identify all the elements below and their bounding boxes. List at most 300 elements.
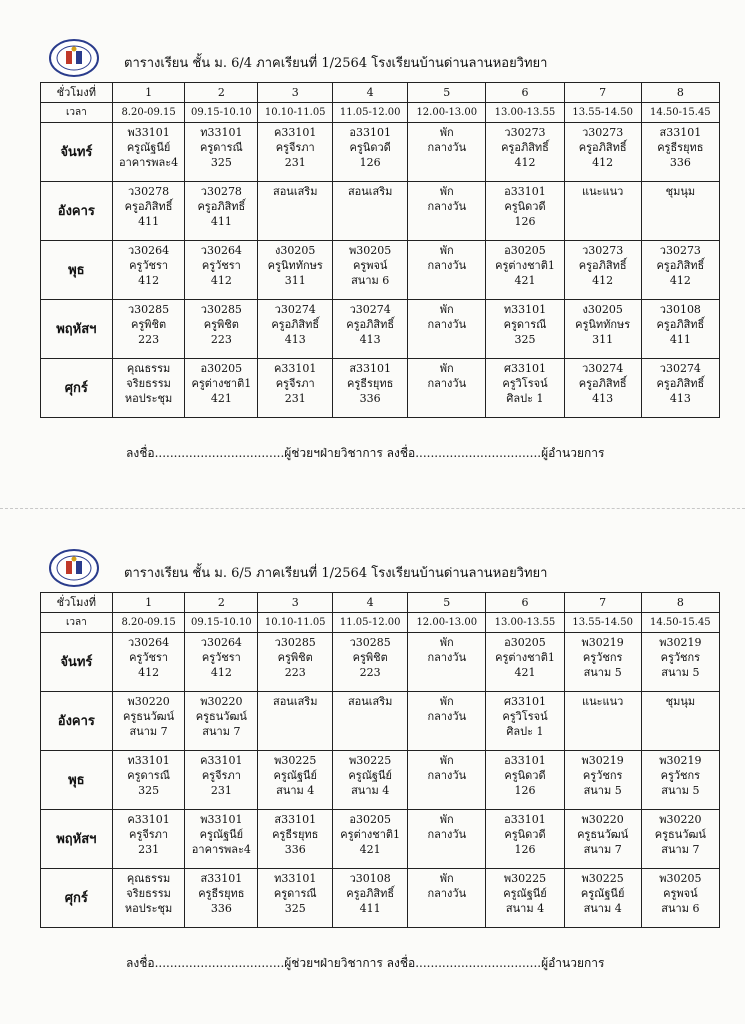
class-cell-line: พ30219 — [581, 636, 624, 649]
class-cell — [258, 241, 333, 300]
day-row — [41, 692, 720, 751]
class-cell-line: ว30108 — [659, 303, 701, 316]
time-slot: 8.20-09.15 — [112, 103, 185, 123]
class-cell-line: สนาม 6 — [661, 902, 700, 915]
class-cell-line: ครูต่างชาติ1 — [191, 377, 252, 390]
class-cell — [112, 300, 185, 359]
class-cell-line: สนาม 4 — [583, 902, 622, 915]
class-cell-line: 325 — [210, 156, 232, 169]
time-label: เวลา — [41, 613, 113, 633]
class-cell — [641, 633, 719, 692]
day-name: อังคาร — [41, 182, 113, 241]
class-cell — [112, 241, 185, 300]
class-cell — [333, 182, 408, 241]
period-number: 2 — [185, 593, 258, 613]
class-cell-line: พัก — [439, 695, 454, 708]
class-cell-line: คุณธรรม — [126, 362, 171, 375]
class-cell-line: 421 — [359, 843, 381, 856]
class-cell-line: ครูธนวัฒน์ — [195, 710, 247, 723]
class-cell-line: ครูวัชกร — [582, 651, 623, 664]
class-cell-line: สนาม 7 — [129, 725, 168, 738]
period-label: ชั่วโมงที่ — [41, 593, 113, 613]
signature-line: ลงชื่อ..................................ผู้ช่วยฯฝ่ายวิชาการ ลงชื่อ.................................ผู้อำนวยการ — [126, 956, 605, 970]
class-cell-line: ครูอภิสิทธิ์ — [578, 259, 627, 272]
class-cell-line: ครูวัชรา — [201, 259, 241, 272]
class-cell — [258, 359, 333, 418]
period-number: 7 — [564, 83, 641, 103]
class-cell-line: ครูจีรภา — [129, 828, 169, 841]
class-cell — [258, 692, 333, 751]
class-cell-line: อ33101 — [349, 126, 391, 139]
class-cell-line: พัก — [439, 362, 454, 375]
day-name: ศุกร์ — [41, 869, 113, 928]
class-cell-line: 412 — [210, 274, 232, 287]
class-cell-line: 421 — [514, 666, 536, 679]
class-cell-line: ครูนิดวดี — [504, 828, 546, 841]
class-cell — [333, 751, 408, 810]
period-number: 4 — [333, 593, 408, 613]
time-label: เวลา — [41, 103, 113, 123]
class-cell-line: ว30264 — [127, 244, 170, 257]
class-cell-line: ว30285 — [274, 636, 316, 649]
class-cell-line: ว30274 — [349, 303, 391, 316]
class-cell-line: สนาม 5 — [661, 666, 700, 679]
day-row — [41, 633, 720, 692]
class-cell-line: ว30273 — [582, 126, 624, 139]
class-cell-line: ว30285 — [349, 636, 391, 649]
school-logo-icon — [48, 548, 100, 588]
class-cell-line: ครูอภิสิทธิ์ — [346, 887, 395, 900]
class-cell — [112, 359, 185, 418]
time-slot: 09.15-10.10 — [185, 103, 258, 123]
class-cell — [185, 182, 258, 241]
time-slot: 12.00-13.00 — [408, 613, 486, 633]
class-cell-line: ครูพจน์ — [663, 887, 698, 900]
class-cell-line: หอประชุม — [124, 392, 173, 405]
class-cell — [564, 300, 641, 359]
class-cell-line: ท33101 — [274, 872, 317, 885]
class-cell-line: ค33101 — [200, 754, 243, 767]
class-cell-line: ค33101 — [274, 126, 317, 139]
day-name: อังคาร — [41, 692, 113, 751]
class-cell-line: พ30220 — [127, 695, 170, 708]
day-name: ศุกร์ — [41, 359, 113, 418]
class-cell-line: 336 — [210, 902, 232, 915]
class-cell-line: ครูณัฐนีย์ — [348, 769, 392, 782]
class-cell-line: ท33101 — [127, 754, 170, 767]
class-cell-line: กลางวัน — [427, 259, 467, 272]
class-cell-line: 411 — [359, 902, 381, 915]
class-cell — [641, 123, 719, 182]
class-cell — [564, 241, 641, 300]
class-cell-line: ครูต่างชาติ1 — [495, 651, 555, 664]
class-cell-line: ครูณัฐนีย์ — [503, 887, 547, 900]
class-cell — [333, 692, 408, 751]
time-row — [41, 103, 720, 123]
class-cell-line: 223 — [284, 666, 306, 679]
class-cell-line: ครูพิชิต — [352, 651, 388, 664]
class-cell-line: ครูวัชรา — [129, 651, 169, 664]
class-cell-line: ว30264 — [200, 244, 242, 257]
class-cell-line: ครูต่างชาติ1 — [495, 259, 555, 272]
class-cell — [112, 123, 185, 182]
class-cell-line: พ30219 — [581, 754, 624, 767]
class-cell-line: ครูธนวัฒน์ — [123, 710, 175, 723]
class-cell-line: อ30205 — [200, 362, 243, 375]
class-cell — [408, 182, 486, 241]
class-cell — [258, 123, 333, 182]
class-cell-line: 412 — [138, 274, 160, 287]
class-cell — [564, 869, 641, 928]
class-cell — [112, 633, 185, 692]
day-name: พฤหัสฯ — [41, 300, 113, 359]
class-cell-line: 325 — [514, 333, 536, 346]
class-cell-line: ครูวัชกร — [660, 651, 701, 664]
class-cell-line: ครูดารณี — [273, 887, 317, 900]
period-number: 2 — [185, 83, 258, 103]
day-row — [41, 869, 720, 928]
class-cell-line: ว30273 — [504, 126, 546, 139]
class-cell-line: อ33101 — [504, 185, 546, 198]
class-cell-line: สนาม 4 — [276, 784, 315, 797]
class-cell — [185, 359, 258, 418]
class-cell — [333, 810, 408, 869]
class-cell-line: ครูวิโรจน์ — [502, 710, 548, 723]
class-cell-line: ท33101 — [503, 303, 547, 316]
class-cell-line: 126 — [514, 843, 536, 856]
class-cell-line: ว30274 — [274, 303, 316, 316]
class-cell — [185, 751, 258, 810]
class-cell — [258, 300, 333, 359]
day-row — [41, 359, 720, 418]
time-slot: 13.00-13.55 — [486, 103, 564, 123]
class-cell — [564, 182, 641, 241]
class-cell — [564, 810, 641, 869]
day-row — [41, 241, 720, 300]
period-number: 8 — [641, 83, 719, 103]
class-cell-line: ครูณัฐนีย์ — [199, 828, 244, 841]
class-cell-line: กลางวัน — [427, 318, 467, 331]
class-cell-line: พัก — [439, 813, 454, 826]
class-cell-line: 231 — [284, 156, 306, 169]
class-cell — [112, 810, 185, 869]
class-cell-line: ว30108 — [349, 872, 391, 885]
class-cell — [564, 359, 641, 418]
class-cell-line: พัก — [439, 754, 454, 767]
class-cell-line: ครูธนวัฒน์ — [577, 828, 629, 841]
class-cell-line: กลางวัน — [427, 651, 467, 664]
time-slot: 12.00-13.00 — [408, 103, 486, 123]
class-cell — [486, 359, 564, 418]
class-cell-line: ครูนิดวดี — [349, 141, 391, 154]
time-slot: 11.05-12.00 — [333, 103, 408, 123]
class-cell-line: ว30273 — [659, 244, 701, 257]
class-cell-line: สนาม 4 — [351, 784, 390, 797]
class-cell-line: พ30225 — [503, 872, 547, 885]
class-cell — [185, 869, 258, 928]
class-cell — [258, 182, 333, 241]
class-cell — [185, 241, 258, 300]
period-number: 8 — [641, 593, 719, 613]
class-cell-line: 223 — [210, 333, 232, 346]
timetable-table — [40, 82, 720, 418]
class-cell-line: หอประชุม — [124, 902, 173, 915]
class-cell — [486, 692, 564, 751]
page-separator — [0, 508, 745, 509]
period-number: 5 — [408, 593, 486, 613]
class-cell-line: ชุมนุม — [665, 185, 696, 198]
timetable-title: ตารางเรียน ชั้น ม. 6/5 ภาคเรียนที่ 1/2564 โรงเรียนบ้านด่านลานหอยวิทยา — [124, 566, 548, 581]
class-cell — [641, 241, 719, 300]
class-cell — [333, 869, 408, 928]
class-cell-line: ค33101 — [127, 813, 170, 826]
class-cell-line: พัก — [439, 185, 454, 198]
class-cell-line: ศ33101 — [503, 362, 546, 375]
time-slot: 14.50-15.45 — [641, 103, 719, 123]
class-cell-line: ครูอภิสิทธิ์ — [656, 318, 705, 331]
class-cell — [258, 751, 333, 810]
class-cell-line: 231 — [210, 784, 232, 797]
class-cell — [185, 692, 258, 751]
class-cell — [333, 300, 408, 359]
class-cell-line: ครูวัชรา — [201, 651, 241, 664]
class-cell-line: กลางวัน — [427, 141, 467, 154]
period-number: 1 — [112, 83, 185, 103]
class-cell-line: 325 — [284, 902, 306, 915]
time-slot: 13.00-13.55 — [486, 613, 564, 633]
class-cell — [641, 869, 719, 928]
class-cell-line: 412 — [138, 666, 160, 679]
class-cell-line: พ30219 — [659, 754, 702, 767]
class-cell-line: 413 — [669, 392, 691, 405]
class-cell-line: ครูอภิสิทธิ์ — [578, 141, 627, 154]
class-cell-line: ครูนิททักษร — [267, 259, 323, 272]
school-logo-icon — [48, 38, 100, 78]
class-cell-line: ครูอภิสิทธิ์ — [656, 259, 705, 272]
period-number: 1 — [112, 593, 185, 613]
class-cell-line: ศิลปะ 1 — [506, 392, 544, 405]
class-cell-line: พ30205 — [349, 244, 392, 257]
class-cell-line: ส33101 — [274, 813, 317, 826]
class-cell-line: อ33101 — [504, 754, 546, 767]
class-cell-line: ว30274 — [582, 362, 624, 375]
class-cell-line: ครูณัฐนีย์ — [126, 141, 171, 154]
class-cell-line: สนาม 5 — [583, 784, 622, 797]
class-cell-line: ครูณัฐนีย์ — [580, 887, 625, 900]
timetable-header — [40, 38, 720, 82]
class-cell-line: ครูจีรภา — [275, 377, 315, 390]
class-cell — [333, 241, 408, 300]
class-cell-line: ครูธีรยุทธ — [347, 377, 394, 390]
class-cell-line: ครูธีรยุทธ — [272, 828, 319, 841]
period-number: 3 — [258, 593, 333, 613]
day-row — [41, 123, 720, 182]
class-cell-line: ค33101 — [274, 362, 317, 375]
class-cell-line: ครูวัชกร — [660, 769, 701, 782]
class-cell-line: 411 — [210, 215, 232, 228]
class-cell-line: 412 — [514, 156, 536, 169]
class-cell — [258, 633, 333, 692]
class-cell — [112, 751, 185, 810]
class-cell — [185, 300, 258, 359]
class-cell-line: คุณธรรม — [126, 872, 171, 885]
class-cell-line: 413 — [284, 333, 306, 346]
class-cell-line: ครูธนวัฒน์ — [654, 828, 706, 841]
class-cell-line: สอนเสริม — [347, 185, 393, 198]
class-cell-line: พัก — [439, 244, 454, 257]
day-row — [41, 751, 720, 810]
class-cell-line: อ33101 — [504, 813, 546, 826]
class-cell — [408, 359, 486, 418]
class-cell-line: จริยธรรม — [126, 887, 171, 900]
day-row — [41, 810, 720, 869]
class-cell-line: ครูวัชรา — [129, 259, 169, 272]
class-cell — [641, 751, 719, 810]
class-cell-line: พัก — [439, 303, 454, 316]
class-cell-line: 311 — [284, 274, 306, 287]
class-cell-line: พ30220 — [581, 813, 624, 826]
class-cell — [408, 751, 486, 810]
time-slot: 10.10-11.05 — [258, 613, 333, 633]
class-cell-line: ครูจีรภา — [201, 769, 241, 782]
class-cell-line: ว30285 — [127, 303, 170, 316]
class-cell-line: ครูวิโรจน์ — [502, 377, 548, 390]
day-name: จันทร์ — [41, 633, 113, 692]
day-name: พุธ — [41, 751, 113, 810]
class-cell-line: ครูอภิสิทธิ์ — [656, 377, 705, 390]
class-cell — [564, 123, 641, 182]
class-cell-line: 412 — [669, 274, 691, 287]
class-cell-line: 126 — [514, 215, 536, 228]
day-name: พฤหัสฯ — [41, 810, 113, 869]
class-cell — [258, 810, 333, 869]
class-cell-line: สอนเสริม — [272, 185, 318, 198]
class-cell-line: กลางวัน — [427, 769, 467, 782]
time-row — [41, 613, 720, 633]
class-cell-line: พ30220 — [659, 813, 702, 826]
class-cell-line: 325 — [138, 784, 160, 797]
class-cell — [641, 300, 719, 359]
class-cell-line: ศิลปะ 1 — [506, 725, 544, 738]
class-cell-line: ครูพิชิต — [277, 651, 313, 664]
class-cell-line: ครูนิดวดี — [504, 200, 546, 213]
class-cell-line: 231 — [138, 843, 160, 856]
class-cell-line: 223 — [359, 666, 381, 679]
time-slot: 8.20-09.15 — [112, 613, 185, 633]
class-cell — [641, 692, 719, 751]
class-cell — [185, 123, 258, 182]
class-cell-line: กลางวัน — [427, 377, 467, 390]
class-cell-line: กลางวัน — [427, 200, 467, 213]
class-cell-line: 421 — [514, 274, 536, 287]
class-cell-line: 311 — [592, 333, 614, 346]
class-cell-line: กลางวัน — [427, 887, 467, 900]
class-cell-line: ครูธีรยุทธ — [198, 887, 245, 900]
class-cell — [486, 182, 564, 241]
class-cell-line: สนาม 5 — [583, 666, 622, 679]
class-cell-line: พัก — [439, 636, 454, 649]
class-cell — [486, 241, 564, 300]
class-cell — [641, 359, 719, 418]
class-cell-line: ครูนิททักษร — [575, 318, 631, 331]
class-cell-line: อาคารพละ4 — [191, 843, 251, 856]
class-cell — [486, 300, 564, 359]
class-cell-line: อ30205 — [504, 636, 546, 649]
class-cell-line: 126 — [514, 784, 536, 797]
class-cell — [112, 182, 185, 241]
class-cell — [486, 123, 564, 182]
class-cell-line: ครูนิดวดี — [504, 769, 546, 782]
class-cell-line: 412 — [592, 274, 614, 287]
class-cell-line: กลางวัน — [427, 710, 467, 723]
class-cell-line: ว30285 — [200, 303, 242, 316]
class-cell-line: 412 — [210, 666, 232, 679]
class-cell-line: 336 — [359, 392, 381, 405]
class-cell-line: สอนเสริม — [347, 695, 393, 708]
class-cell-line: 413 — [359, 333, 381, 346]
class-cell-line: จริยธรรม — [126, 377, 171, 390]
class-cell-line: ว30273 — [582, 244, 624, 257]
timetable-table — [40, 592, 720, 928]
class-cell-line: ครูต่างชาติ1 — [340, 828, 401, 841]
class-cell — [408, 123, 486, 182]
day-name: พุธ — [41, 241, 113, 300]
class-cell — [641, 810, 719, 869]
class-cell-line: 412 — [592, 156, 614, 169]
class-cell — [564, 751, 641, 810]
class-cell-line: พ30225 — [581, 872, 624, 885]
class-cell-line: พัก — [439, 126, 454, 139]
class-cell — [112, 869, 185, 928]
class-cell — [641, 182, 719, 241]
time-slot: 13.55-14.50 — [564, 613, 641, 633]
class-cell-line: 126 — [359, 156, 381, 169]
class-cell-line: สนาม 7 — [202, 725, 241, 738]
class-cell — [333, 123, 408, 182]
class-cell-line: แนะแนว — [582, 695, 624, 708]
day-row — [41, 300, 720, 359]
class-cell — [185, 810, 258, 869]
day-name: จันทร์ — [41, 123, 113, 182]
class-cell-line: ครูอภิสิทธิ์ — [124, 200, 173, 213]
class-cell-line: พ33101 — [127, 126, 170, 139]
class-cell-line: ครูอภิสิทธิ์ — [501, 141, 549, 154]
class-cell — [333, 359, 408, 418]
class-cell-line: ชุมนุม — [665, 695, 696, 708]
class-cell-line: ส33101 — [349, 362, 392, 375]
class-cell-line: อ30205 — [349, 813, 391, 826]
class-cell-line: ว30278 — [127, 185, 170, 198]
class-cell — [408, 300, 486, 359]
signature-line: ลงชื่อ..................................ผู้ช่วยฯฝ่ายวิชาการ ลงชื่อ.................................ผู้อำนวยการ — [126, 446, 605, 460]
time-slot: 10.10-11.05 — [258, 103, 333, 123]
class-cell — [408, 692, 486, 751]
class-cell-line: ครูณัฐนีย์ — [273, 769, 317, 782]
period-number: 5 — [408, 83, 486, 103]
class-cell-line: 223 — [138, 333, 160, 346]
class-cell-line: สนาม 7 — [661, 843, 700, 856]
class-cell — [185, 633, 258, 692]
class-cell-line: ครูดารณี — [200, 141, 243, 154]
class-cell-line: สนาม 5 — [661, 784, 700, 797]
time-slot: 13.55-14.50 — [564, 103, 641, 123]
class-cell-line: ครูจีรภา — [275, 141, 315, 154]
class-cell — [333, 633, 408, 692]
class-cell — [486, 751, 564, 810]
class-cell-line: พ30220 — [200, 695, 243, 708]
class-cell-line: สนาม 7 — [583, 843, 622, 856]
period-number: 3 — [258, 83, 333, 103]
